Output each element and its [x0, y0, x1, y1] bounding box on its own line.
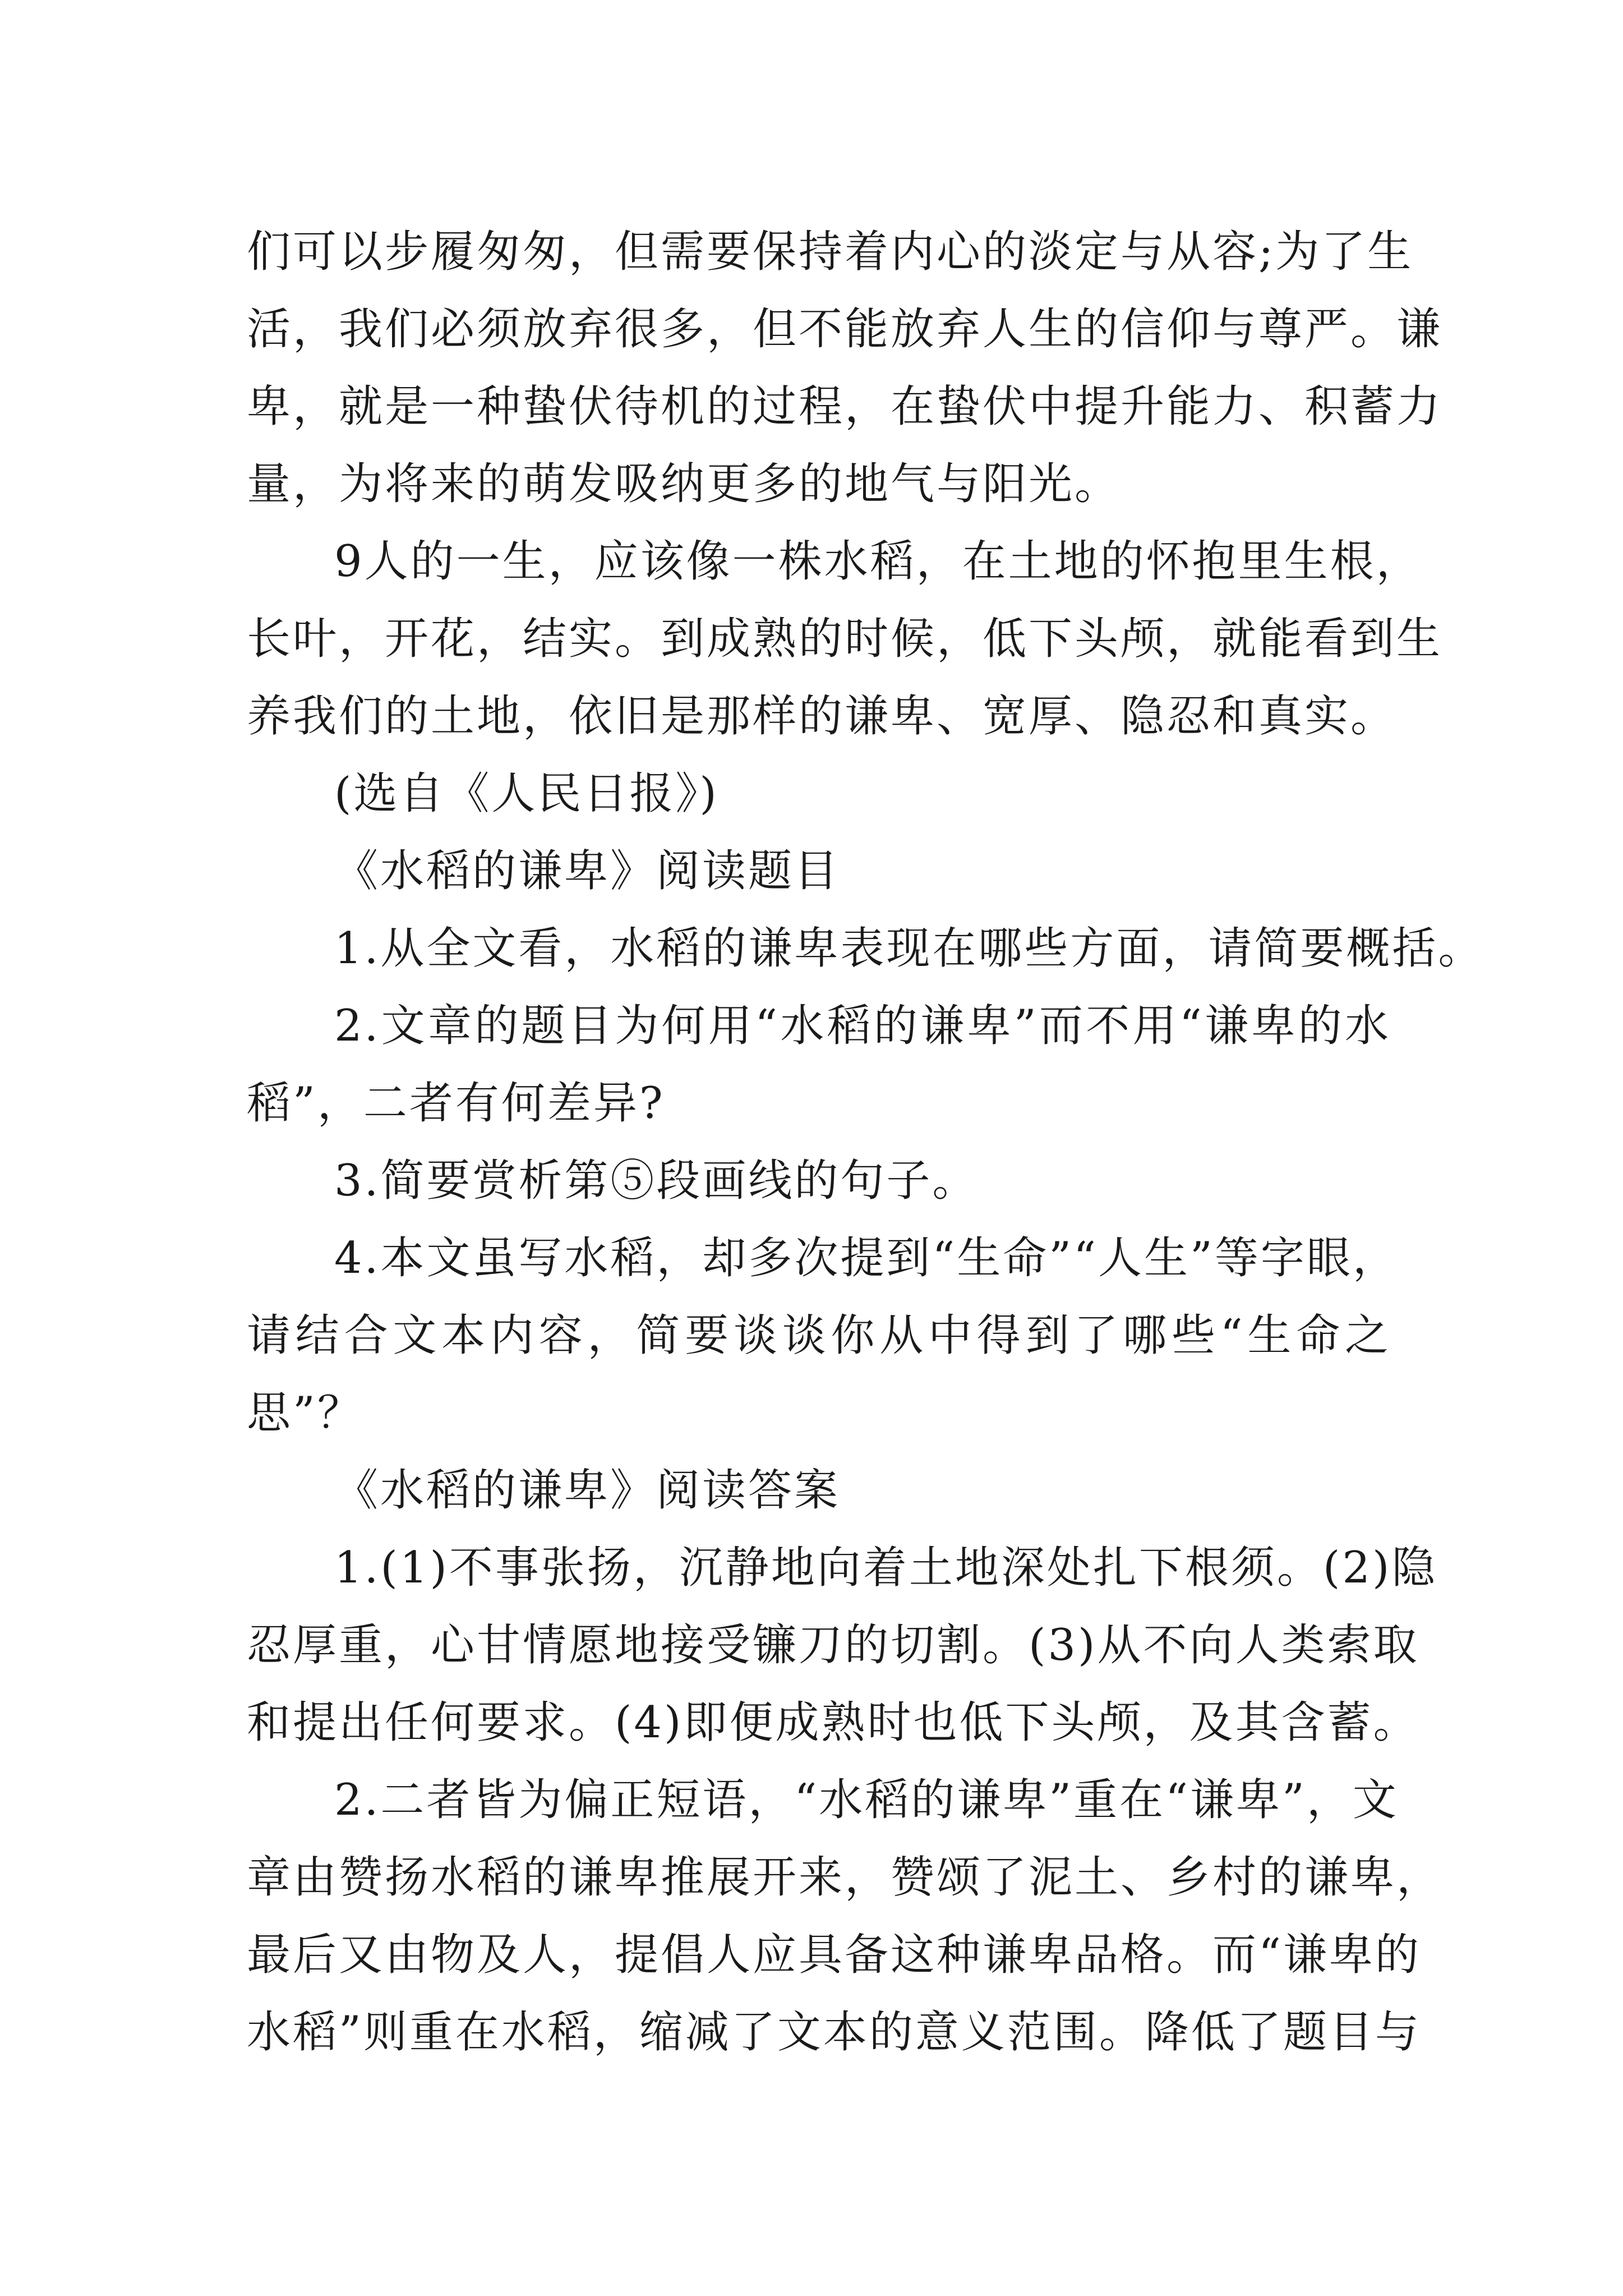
text-line: 《水稻的谦卑》阅读答案 — [334, 1465, 841, 1516]
text-line: 2.文章的题目为何用“水稻的谦卑”而不用“谦卑的水 — [334, 1001, 1391, 1051]
text-line: 稻”，二者有何差异? — [247, 1078, 665, 1129]
text-line: 2.二者皆为偏正短语，“水稻的谦卑”重在“谦卑”，文 — [334, 1775, 1399, 1825]
text-line: 和提出任何要求。(4)即便成熟时也低下头颅，及其含蓄。 — [247, 1697, 1419, 1748]
text-line: 们可以步履匆匆，但需要保持着内心的淡定与从容;为了生 — [247, 227, 1414, 277]
document-page — [247, 213, 1484, 2071]
text-line: 4.本文虽写水稻，却多次提到“生命”“人生”等字眼， — [334, 1233, 1399, 1283]
text-line: 9人的一生，应该像一株水稻，在土地的怀抱里生根， — [334, 536, 1422, 587]
text-line: 水稻”则重在水稻，缩减了文本的意义范围。降低了题目与 — [247, 2007, 1421, 2058]
text-line: 1.从全文看，水稻的谦卑表现在哪些方面，请简要概括。 — [334, 923, 1484, 974]
text-line: 量，为将来的萌发吸纳更多的地气与阳光。 — [247, 459, 1121, 509]
text-line: (选自《人民日报》) — [334, 769, 719, 819]
text-line: 章由赞扬水稻的谦卑推展开来，赞颂了泥土、乡村的谦卑， — [247, 1852, 1443, 1903]
text-line: 活，我们必须放弃很多，但不能放弃人生的信仰与尊严。谦 — [247, 304, 1443, 355]
text-line: 养我们的土地，依旧是那样的谦卑、宽厚、隐忍和真实。 — [247, 691, 1397, 742]
text-line: 《水稻的谦卑》阅读题目 — [334, 846, 841, 896]
text-line: 请结合文本内容，简要谈谈你从中得到了哪些“生命之 — [247, 1310, 1391, 1361]
text-line: 忍厚重，心甘情愿地接受镰刀的切割。(3)从不向人类索取 — [247, 1620, 1419, 1671]
text-line: 卑，就是一种蛰伏待机的过程，在蛰伏中提升能力、积蓄力 — [247, 381, 1443, 432]
text-line: 长叶，开花，结实。到成熟的时候，低下头颅，就能看到生 — [247, 614, 1443, 664]
text-line: 最后又由物及人，提倡人应具备这种谦卑品格。而“谦卑的 — [247, 1930, 1421, 1980]
text-line: 3.简要赏析第⑤段画线的句子。 — [334, 1156, 979, 1206]
text-line: 1.(1)不事张扬，沉静地向着土地深处扎下根须。(2)隐 — [334, 1543, 1438, 1593]
text-line: 思”？ — [247, 1388, 363, 1438]
